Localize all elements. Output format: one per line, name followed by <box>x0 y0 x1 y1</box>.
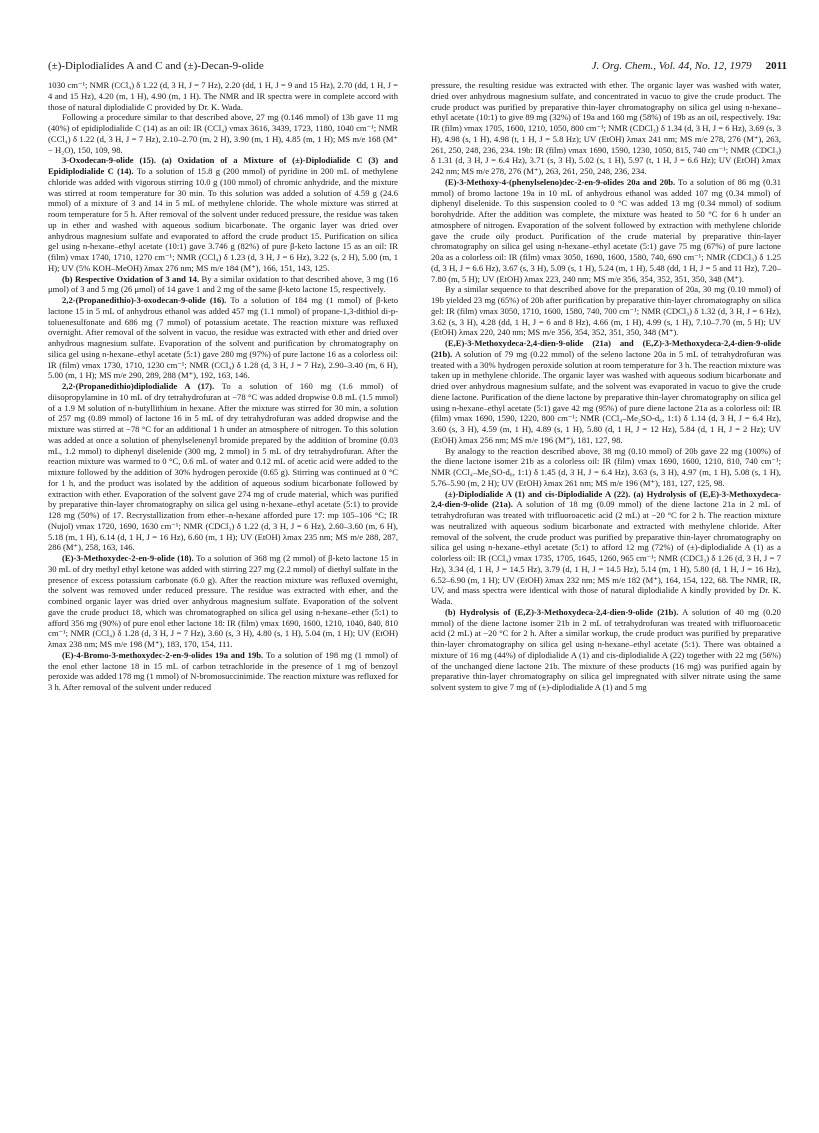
journal-name: J. Org. Chem., Vol. 44, No. 12, 1979 <box>591 60 752 72</box>
paragraph <box>48 80 398 112</box>
paragraph <box>431 446 781 489</box>
paragraph <box>48 155 398 273</box>
paragraph-text: To a solution of 15.8 g (200 mmol) of pyridine in 200 mL of methylene chloride was added with vigorous stirring 10.0 g (100 mmol) of chromic anhydride, and the mixture was stirred at room temperature for 30 min. To this solution was added a solution of 4.59 g (24.6 mmol) of a mixture of 3 and 14 in 5 mL of methylene chloride. The whole mixture was stirred at room temperature for 5 h. After removal of the solvent under reduced pressure, the residue was taken up in ether and washed with aqueous sodium bicarbonate. The organic layer was dried over anhydrous magnesium sulfate and evaporated to afford the crude product 15. Purification on silica gel using n-hexane–ethyl acetate (10:1) gave 3.746 g (82%) of pure β-keto lactone 15 as an oil: IR (film) νmax 1740, 1710, 1270 cm⁻¹; NMR (CCl₄) δ 1.23 (d, 3 H, J = 6 Hz), 3.22 (s, 2 H), 5.00 (m, 1 H); UV (5% KOH–MeOH) λmax 276 nm; MS m/e 184 (M⁺), 166, 151, 143, 125. <box>48 166 398 273</box>
paragraph <box>431 607 781 693</box>
section-heading: (b) Respective Oxidation of 3 and 14. <box>62 273 200 284</box>
paragraph <box>48 553 398 650</box>
paragraph-text: By analogy to the reaction described above, 38 mg (0.10 mmol) of 20b gave 22 mg (100%) of the diene lactone isomer 21b as a colorless oil: IR (film) νmax 1690, 1600, 1210, 810, 740 cm⁻¹; NMR (CCl₄–Me₂SO-d₆, 1:1) δ 1.45 (d, 3 H, J = 6.4 Hz), 3.63 (s, 3 H), 4.97 (m, 1 H), 5.08 (s, 1 H), 5.76–5.90 (m, 2 H); UV (EtOH) λmax 261 nm; MS m/e 196 (M⁺), 181, 127, 125, 98. <box>431 445 781 488</box>
paragraph-text: A solution of 40 mg (0.20 mmol) of the diene lactone isomer 21b in 2 mL of tetrahydrofuran was treated with trifluoroacetic acid (2 mL) at −20 °C for 2 h. After a similar workup, the crude product was purified by preparative thin-layer chromatography on silica gel using n-hexane–ethyl acetate (5:1). There was obtained a mixture of 16 mg (44%) of diplodialide A (1) and cis-diplodialide A (22) together with 22 mg (56%) of the unchanged diene lactone 21b. The mixture of these products (16 mg) was purified again by preparative thin-layer chromatography on silica gel impregnated with silver nitrate using the same solvent system to give 7 mg of (±)-diplodialide A (1) and 5 mg <box>431 606 781 692</box>
paragraph-text: A solution of 79 mg (0.22 mmol) of the seleno lactone 20a in 5 mL of tetrahydrofuran was treated with a 30% hydrogen peroxide solution at room temperature for 3 h. The reaction mixture was taken up in methylene chloride. The organic layer was washed with aqueous sodium bicarbonate and dried over anhydrous magnesium sulfate, and the solvent was evaporated in vacuo to give the crude diene lactone. Purification of the diene lactone by preparative thin-layer chromatography on silica gel using n-hexane–ethyl acetate (5:1) gave 42 mg (95%) of pure diene lactone 21a as a colorless oil: IR (film) νmax 1690, 1590, 1220, 800 cm⁻¹; NMR (CCl₄–Me₂SO-d₆, 1:1) δ 1.14 (d, 3 H, J = 6.4 Hz), 3.60 (s, 3 H), 4.59 (m, 1 H), 4.89 (s, 1 H), 5.80 (d, 1 H, J = 12 Hz), 5.84 (d, 1 H, J = 2 Hz); UV (EtOH) λmax 256 nm; MS m/e 196 (M⁺), 181, 127, 98. <box>431 348 781 445</box>
paragraph-text: 1030 cm⁻¹; NMR (CCl₄) δ 1.22 (d, 3 H, J = 7 Hz), 2.20 (dd, 1 H, J = 9 and 15 Hz), 2.70 (dd, 1 H, J = 4 and 15 Hz), 4.20 (m, 1 H), 4.90 (m, 1 H). The NMR and IR spectra were in complete accord with those of natural diplodialide C provided by Dr. K. Wada. <box>48 80 398 112</box>
paragraph <box>48 650 398 693</box>
paragraph-text: To a solution of 368 mg (2 mmol) of β-keto lactone 15 in 30 mL of dry methyl ethyl ketone was added with stirring 227 mg (2.2 mmol) of diethyl sulfate in the presence of excess potassium carbonate (6.0 g). After the reaction mixture was refluxed overnight, the solvent was removed under reduced pressure. The residue was extracted with ether, and the combined organic layer was dried over anhydrous magnesium sulfate. Evaporation of the solvent gave the crude product 18, which was chromatographed on silica gel using n-hexane–ether (5:1) to afford 356 mg (90%) of pure enol ether lactone 18: IR (film) νmax 1690, 1600, 1210, 1040, 840, 810 cm⁻¹; NMR (CCl₄) δ 1.28 (d, 3 H, J = 7 Hz), 3.60 (s, 3 H), 4.80 (s, 1 H), 5.04 (m, 1 H); UV (EtOH) λmax 238 nm; MS m/e 198 (M⁺), 183, 170, 154, 111. <box>48 553 398 649</box>
paragraph <box>48 381 398 553</box>
paragraph <box>431 489 781 607</box>
section-heading: 2,2-(Propanedithio)-3-oxodecan-9-olide (16). <box>62 295 227 305</box>
paragraph-text: pressure, the resulting residue was extracted with ether. The organic layer was washed with water, dried over anhydrous magnesium sulfate, and concentrated in vacuo to give the crude product. The crude product was purified by preparative thin-layer chromatography on silica gel using n-hexane–ethyl acetate (10:1) to give 89 mg (32%) of 19a and 160 mg (58%) of 19b as an oil, respectively. 19a: IR (film) νmax 1705, 1600, 1210, 1050, 800 cm⁻¹; NMR (CDCl₃) δ 1.34 (d, 3 H, J = 6 Hz), 3.69 (s, 3 H), 4.98 (s, 1 H), 4.98 (t, 1 H, J = 5.8 Hz); UV (EtOH) λmax 241 nm; MS m/e 278, 276 (M⁺), 263, 261, 250, 248, 236, 234. 19b: IR (film) νmax 1690, 1590, 1230, 1050, 815, 740 cm⁻¹; NMR (CDCl₃) δ 1.31 (d, 3 H, J = 6.4 Hz), 3.71 (s, 3 H), 5.02 (s, 1 H), 5.97 (t, 1 H, J = 6.6 Hz); UV (EtOH) λmax 242 nm; MS m/e 278, 276 (M⁺), 263, 261, 250, 248, 236, 234. <box>431 80 781 176</box>
section-heading: (b) Hydrolysis of (E,Z)-3-Methoxydeca-2,4-dien-9-olide (21b). <box>445 606 679 617</box>
section-heading: 3-Oxodecan-9-olide (15). (a) Oxidation of a Mixture of (±)-Diplodialide C (3) and Epidiplodialide C (14). <box>48 155 398 176</box>
paragraph <box>431 80 781 177</box>
running-header <box>48 58 787 74</box>
paragraph <box>48 295 398 381</box>
paragraph-text: A solution of 18 mg (0.09 mmol) of the diene lactone 21a in 2 mL of tetrahydrofuran was treated with trifluoroacetic acid (2 mL) at −20 °C for 2 h. The reaction mixture was neutralized with aqueous sodium bicarbonate and extracted with methylene chloride. After removal of the solvent, the crude product was purified by preparative thin-layer chromatography on silica gel using n-hexane–ethyl acetate (5:1) to afford 12 mg (72%) of (±)-diplodialide A (1) as a colorless oil: IR (CCl₄) νmax 1735, 1705, 1645, 1260, 965 cm⁻¹; NMR (CDCl₃) δ 1.26 (d, 3 H, J = 7 Hz), 3.34 (d, 1 H, J = 14.5 Hz), 3.79 (d, 1 H, J = 14.5 Hz), 5.14 (m, 1 H), 5.80 (d, 1 H, J = 16 Hz), 6.52–6.90 (m, 1 H); UV (EtOH) λmax 232 nm; MS m/e 182 (M⁺), 164, 154, 122, 68. The NMR, IR, UV, and mass spectra were identical with those of natural diplodialide A kindly provided by Dr. K. Wada. <box>431 499 781 606</box>
paragraph-text: To a solution of 86 mg (0.31 mmol) of bromo lactone 19a in 10 mL of anhydrous ethanol was added 107 mg (0.34 mmol) of diphenyl diselenide. To this suspension cooled to 0 °C was added 13 mg (0.34 mmol) of sodium borohydride. After the addition was complete, the mixture was heated to 50 °C for 6 h under an atmosphere of nitrogen. Evaporation of the solvent followed by extraction with methylene chloride gave the crude oily product. Purification of the crude material by preparative thin-layer chromatography on silica gel using n-hexane–ethyl acetate (5:1) gave 75 mg (67%) of pure lactone 20a as a colorless oil: IR (film) νmax 3050, 1690, 1600, 1580, 740, 690 cm⁻¹; NMR (CDCl₃) δ 1.25 (d, 3 H, J = 6.6 Hz), 3.67 (s, 3 H), 5.09 (s, 1 H), 5.24 (m, 1 H), 5.48 (dd, 1 H, J = 5 and 11 Hz), 7.20–7.80 (m, 5 H); UV (EtOH) λmax 223, 240 nm; MS m/e 356, 354, 352, 351, 350, 348 (M⁺). <box>431 176 782 284</box>
page-number: 2011 <box>765 60 787 72</box>
section-heading: 2,2-(Propanedithio)diplodialide A (17). <box>62 381 215 391</box>
section-heading: (±)-Diplodialide A (1) and cis-Diplodialide A (22). (a) Hydrolysis of (E,E)-3-Methoxydeca-2,4-dien-9-olide (21a). <box>431 488 781 510</box>
paragraph <box>431 177 781 285</box>
paragraph <box>431 284 781 338</box>
paragraph-text: To a solution of 184 mg (1 mmol) of β-keto lactone 15 in 5 mL of anhydrous ethanol was added 457 mg (1.1 mmol) of propane-1,3-dithiol di-p-toluenesulfonate and 686 mg (7 mmol) of potassium acetate. The reaction mixture was refluxed overnight. After removal of the solvent in vacuo, the residue was extracted with ether and dried over anhydrous magnesium sulfate. Evaporation of the solvent and purification by chromatography on silica gel using n-hexane–ethyl acetate (5:1) gave 280 mg (97%) of pure lactone 16 as a colorless oil: IR (film) νmax 1730, 1710, 1230 cm⁻¹; NMR (CCl₄) δ 1.28 (d, 3 H, J = 7 Hz), 2.90–3.40 (m, 6 H), 5.00 (m, 1 H); MS m/e 290, 289, 288 (M⁺), 192, 163, 146. <box>48 295 398 381</box>
paragraph <box>48 112 398 155</box>
paragraph <box>48 274 398 296</box>
section-heading: (E)-3-Methoxydec-2-en-9-olide (18). <box>62 553 194 563</box>
section-heading: (E)-3-Methoxy-4-(phenylseleno)dec-2-en-9-olides 20a and 20b. <box>445 176 676 187</box>
paragraph-text: Following a procedure similar to that described above, 27 mg (0.146 mmol) of 13b gave 11 mg (40%) of epidiplodialide C (14) as an oil: IR (CCl₄) νmax 3616, 3439, 1723, 1180, 1040 cm⁻¹; NMR (CCl₄) δ 1.22 (d, 3 H, J = 7 Hz), 2.10–2.70 (m, 2 H), 3.90 (m, 1 H), 4.85 (m, 1 H); MS m/e 168 (M⁺ − H₂O), 150, 109, 98. <box>48 112 398 155</box>
paragraph-text: To a solution of 198 mg (1 mmol) of the enol ether lactone 18 in 15 mL of carbon tetrachloride in the presence of 1 mg of benzoyl peroxide was added 178 mg (1 mmol) of N-bromosuccinimide. The reaction mixture was refluxed for 3 h. After removal of the solvent under reduced <box>48 649 399 692</box>
journal-citation <box>592 58 787 74</box>
paragraph-text: To a solution of 160 mg (1.6 mmol) of diisopropylamine in 10 mL of dry tetrahydrofuran at −78 °C was added dropwise 0.8 mL (1.5 mmol) of a 1.9 M solution of n-butyllithium in hexane. After the mixture was stirred for 30 min, a solution of 257 mg (0.89 mmol) of lactone 16 in 5 mL of dry tetrahydrofuran was added dropwise and the mixture was stirred at −78 °C for an additional 1 h under an atmosphere of nitrogen. To this solution was added at once a solution of phenylselenenyl bromide prepared by the addition of bromine (0.03 mL, 1.2 mmol) to diphenyl diselenide (300 mg, 2 mmol) in 5 mL of dry tetrahydrofuran. After the reaction mixture was warmed to 0 °C, 0.6 mL of water and 0.12 mL of acetic acid were added to the mixture followed by the addition of 30% hydrogen peroxide (0.65 g). Stirring was continued at 0 °C for 1 h, and the product was isolated by the addition of aqueous sodium bicarbonate followed by extraction with ether. Evaporation of the solvent gave 274 mg of crude material, which was purified by preparative thin-layer chromatography on silica gel using n-hexane–ethyl acetate (5:1) to provide 128 mg (50%) of 17. Recrystallization from ether–n-hexane afforded pure 17: mp 105–106 °C; IR (Nujol) νmax 1720, 1690, 1630 cm⁻¹; NMR (CDCl₃) δ 1.22 (d, 3 H, J = 6 Hz), 2.60–3.60 (m, 6 H), 5.18 (m, 1 H), 6.14 (d, 1 H, J = 16 Hz), 6.60 (m, 1 H); UV (EtOH) λmax 235 nm; MS m/e 288, 287, 286 (M⁺), 258, 163, 146. <box>48 381 398 553</box>
right-column <box>431 80 781 693</box>
left-column <box>48 80 398 693</box>
section-heading: (E,E)-3-Methoxydeca-2,4-dien-9-olide (21a) and (E,Z)-3-Methoxydeca-2,4-dien-9-olide (21b). <box>431 338 781 359</box>
paragraph <box>431 338 781 446</box>
running-title: (±)-Diplodialides A and C and (±)-Decan-9-olide <box>48 60 264 72</box>
paragraph-text: By a similar sequence to that described above for the preparation of 20a, 30 mg (0.10 mmol) of 19b yielded 23 mg (65%) of 20b after purification by preparative thin-layer chromatography on silica gel: IR (film) νmax 3050, 1710, 1600, 1580, 740, 700 cm⁻¹; NMR (CDCl₃) δ 1.32 (d, 3 H, J = 6 Hz), 3.62 (s, 3 H), 4.28 (dd, 1 H, J = 6 and 8 Hz), 4.66 (m, 1 H), 4.99 (s, 1 H), 7.10–7.70 (m, 5 H); UV (EtOH) λmax 220, 240 nm; MS m/e 356, 354, 352, 351, 350, 348 (M⁺). <box>431 284 781 338</box>
section-heading: (E)-4-Bromo-3-methoxydec-2-en-9-olides 19a and 19b. <box>62 649 264 660</box>
paragraph-text: By a similar oxidation to that described above, 3 mg (16 μmol) of 3 and 5 mg (26 μmol) of 14 gave 1 and 2 mg of the same β-keto lactone 15, respectively. <box>48 273 398 295</box>
